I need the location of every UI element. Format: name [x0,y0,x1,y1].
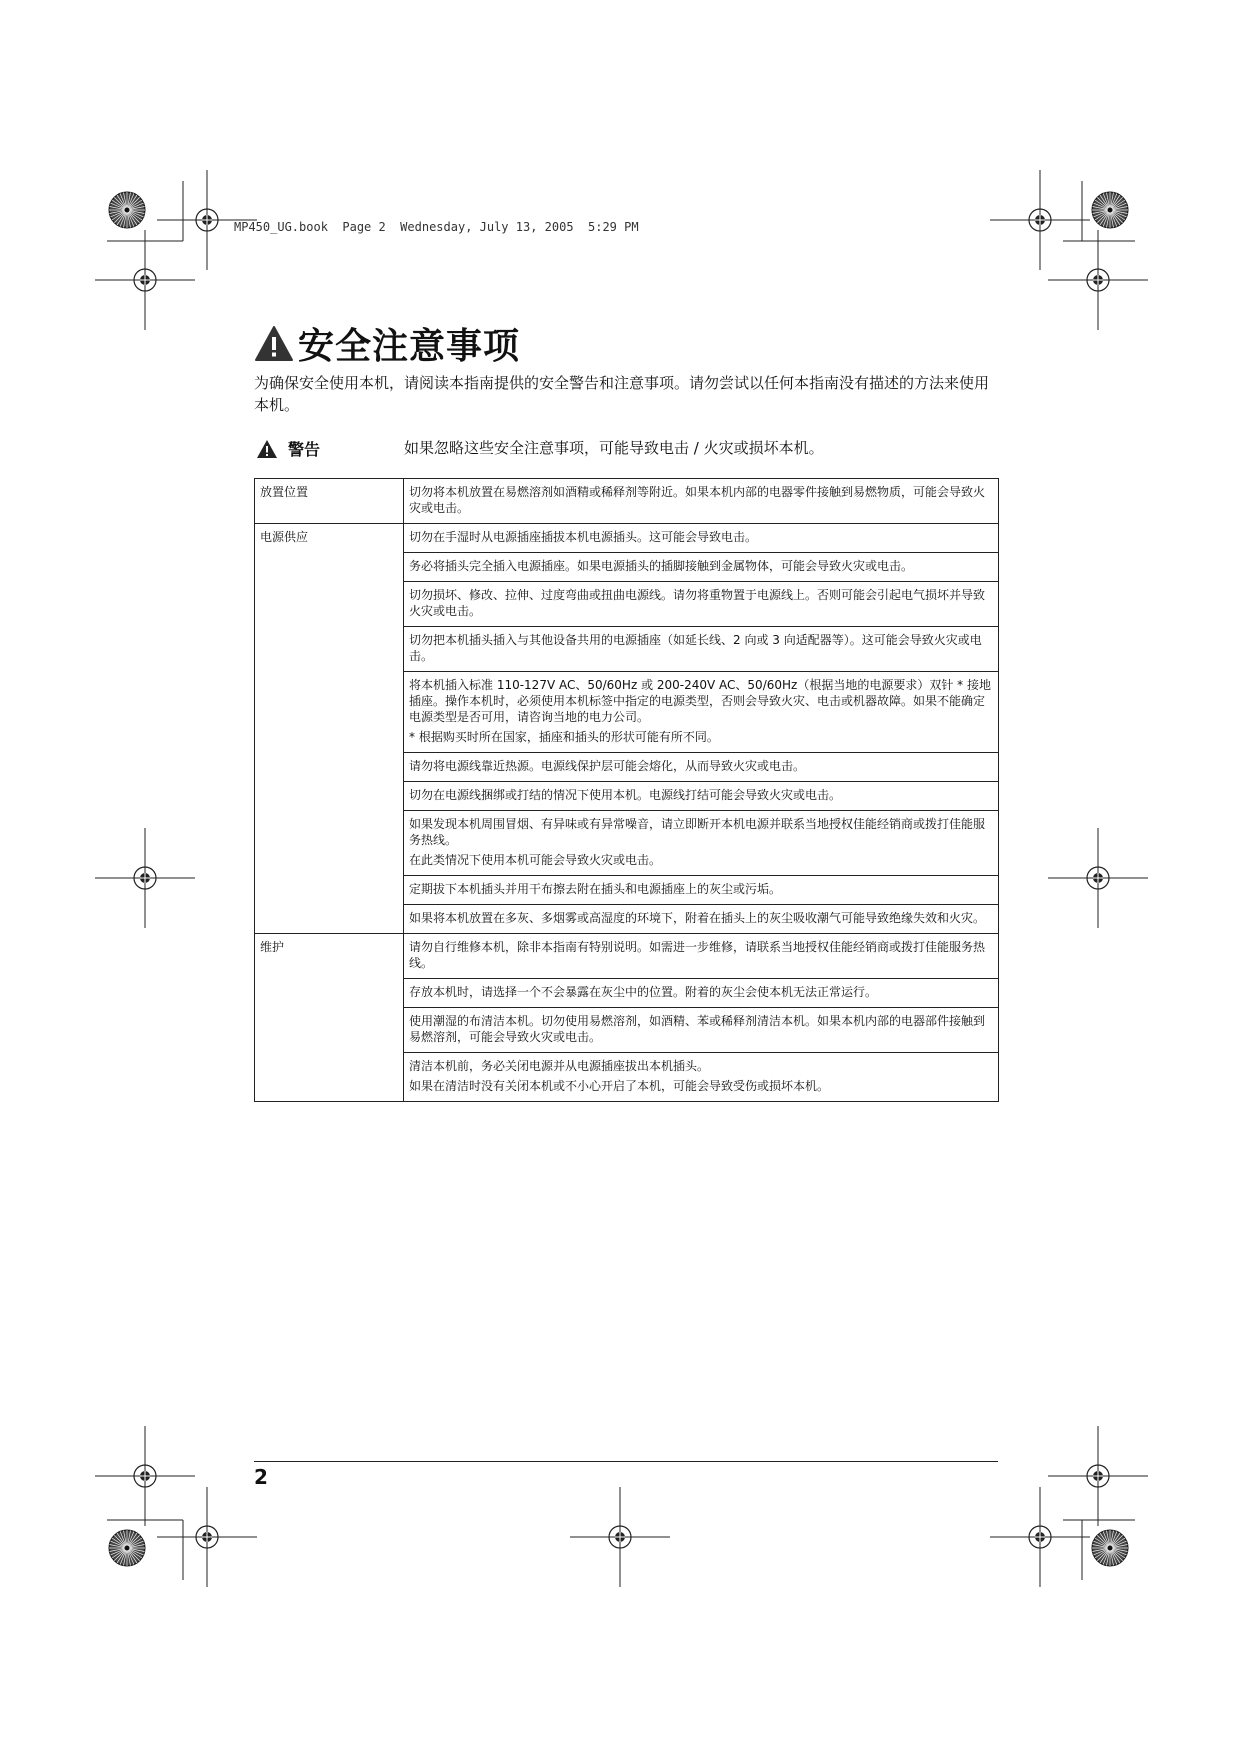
precaution-text: 如果发现本机周围冒烟、有异味或有异常噪音，请立即断开本机电源并联系当地授权佳能经销商或拨打佳能服务热线。 [409,817,986,847]
print-header: MP450_UG.book Page 2 Wednesday, July 13, 2005 5:29 PM [234,220,639,234]
table-row [255,934,999,979]
precaution-text: 将本机插入标准 110-127V AC、50/60Hz 或 200-240V AC、50/60Hz（根据当地的电源要求）双针 * 接地插座。操作本机时，必须使用本机标签中指定的电源类型，否则会导致火灾、电击或机器故障。如果不能确定电源类型是否可用，请咨询当地的电力公司。 [409,678,991,724]
precaution-text: 定期拔下本机插头并用干布擦去附在插头和电源插座上的灰尘或污垢。 [409,882,782,896]
precaution-text: 切勿在电源线捆绑或打结的情况下使用本机。电源线打结可能会导致火灾或电击。 [409,788,842,802]
category-cell: 维护 [255,934,404,1102]
category-cell: 放置位置 [255,479,404,524]
precaution-cell [404,672,999,753]
precaution-cell [404,1008,999,1053]
footer-rule [254,1461,998,1462]
precaution-cell [404,979,999,1008]
precaution-text: 请勿自行维修本机，除非本指南有特别说明。如需进一步维修，请联系当地授权佳能经销商或拨打佳能服务热线。 [409,940,986,970]
precaution-cell [404,524,999,553]
precaution-cell [404,934,999,979]
precaution-text: 切勿将本机放置在易燃溶剂如酒精或稀释剂等附近。如果本机内部的电器零件接触到易燃物质，可能会导致火灾或电击。 [409,485,986,515]
precaution-text: 存放本机时，请选择一个不会暴露在灰尘中的位置。附着的灰尘会使本机无法正常运行。 [409,985,878,999]
page-title [254,318,520,369]
safety-table [254,478,999,1102]
table-row [255,479,999,524]
intro-paragraph: 为确保安全使用本机，请阅读本指南提供的安全警告和注意事项。请勿尝试以任何本指南没有描述的方法来使用本机。 [254,374,990,414]
warning-triangle-icon [256,439,278,459]
warning-text: 如果忽略这些安全注意事项，可能导致电击 / 火灾或损坏本机。 [404,439,824,457]
precaution-text: 切勿把本机插头插入与其他设备共用的电源插座（如延长线、2 向或 3 向适配器等）。这可能会导致火灾或电击。 [409,633,982,663]
precaution-text: 使用潮湿的布清洁本机。切勿使用易燃溶剂，如酒精、苯或稀释剂清洁本机。如果本机内部的电器部件接触到易燃溶剂，可能会导致火灾或电击。 [409,1014,986,1044]
precaution-text: 如果将本机放置在多灰、多烟雾或高湿度的环境下，附着在插头上的灰尘吸收潮气可能导致绝缘失效和火灾。 [409,911,986,925]
precaution-text: 切勿在手湿时从电源插座插拔本机电源插头。这可能会导致电击。 [409,530,758,544]
safety-table-body [255,479,999,1102]
precaution-text: 务必将插头完全插入电源插座。如果电源插头的插脚接触到金属物体，可能会导致火灾或电击。 [409,559,914,573]
precaution-cell [404,905,999,934]
precaution-cell [404,582,999,627]
precaution-cell [404,782,999,811]
precaution-cell [404,876,999,905]
page-number: 2 [254,1465,268,1489]
precaution-cell [404,753,999,782]
precaution-cell [404,811,999,876]
precaution-text: 切勿损坏、修改、拉伸、过度弯曲或扭曲电源线。请勿将重物置于电源线上。否则可能会引起电气损坏并导致火灾或电击。 [409,588,986,618]
precaution-text: 清洁本机前，务必关闭电源并从电源插座拔出本机插头。 [409,1059,710,1073]
category-cell: 电源供应 [255,524,404,934]
precaution-text: 在此类情况下使用本机可能会导致火灾或电击。 [409,853,662,867]
table-row [255,524,999,553]
warning-triangle-icon [254,325,294,363]
precaution-text: 请勿将电源线靠近热源。电源线保护层可能会熔化，从而导致火灾或电击。 [409,759,806,773]
precaution-cell [404,479,999,524]
precaution-cell [404,553,999,582]
precaution-cell [404,627,999,672]
page-title-text: 安全注意事项 [298,326,521,367]
precaution-cell [404,1053,999,1102]
warning-notice [256,437,1000,461]
precaution-text: 如果在清洁时没有关闭本机或不小心开启了本机，可能会导致受伤或损坏本机。 [409,1079,830,1093]
precaution-text: * 根据购买时所在国家，插座和插头的形状可能有所不同。 [409,730,719,744]
warning-label: 警告 [288,440,321,459]
